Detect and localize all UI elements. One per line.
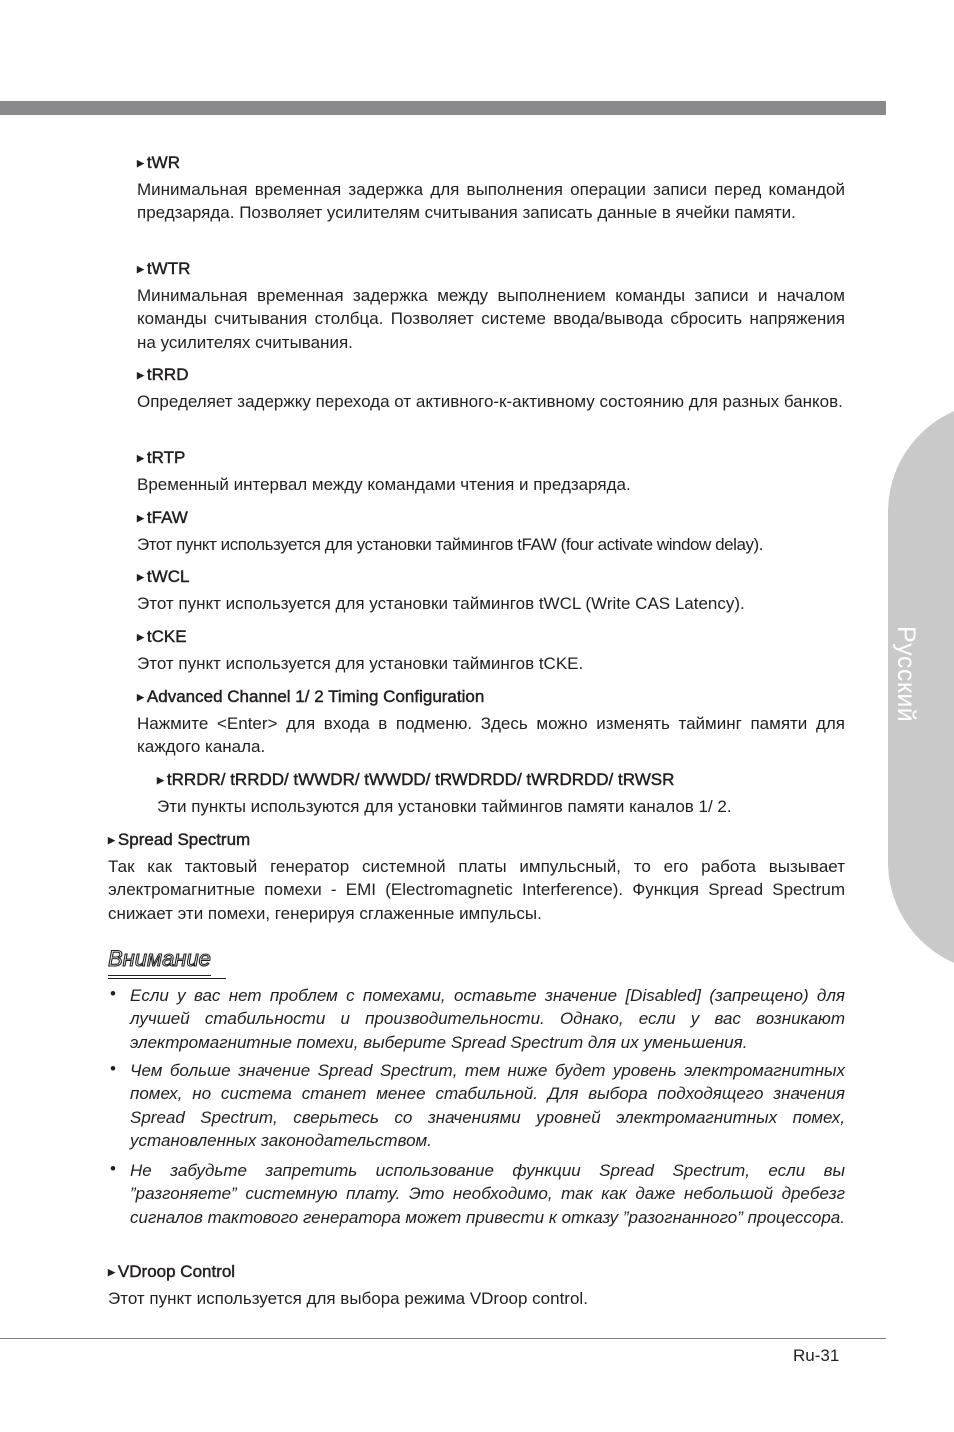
caution-item — [108, 984, 845, 1054]
arrow-icon: ▶ — [137, 632, 144, 642]
arrow-icon: ▶ — [137, 513, 144, 523]
caution-item — [108, 1159, 845, 1229]
section-spread-spectrum — [108, 830, 845, 925]
section-trrdr-group — [157, 770, 845, 818]
arrow-icon: ▶ — [137, 264, 144, 274]
bullet-icon: • — [110, 1159, 116, 1178]
caution-text: Чем больше значение Spread Spectrum, тем ниже будет уровень электромагнитных помех, но система станет менее стабильной. Для выбора подходящего значения Spread Spectrum, сверьтесь со значениями уровней электромагнитных помех, установленных законодательством. — [130, 1061, 845, 1150]
arrow-icon: ▶ — [157, 775, 164, 785]
bullet-icon: • — [110, 984, 116, 1003]
section-tfaw — [137, 508, 845, 556]
section-description: Этот пункт используется для установки таймингов tWCL (Write CAS Latency). — [137, 594, 745, 613]
section-description: Этот пункт используется для выбора режима VDroop control. — [108, 1289, 588, 1308]
section-description: Временный интервал между командами чтения и предзаряда. — [137, 475, 631, 494]
section-description: Минимальная временная задержка для выполнения операции записи перед командой предзаряда. Позволяет усилителям считывания записать данные в ячейки памяти. — [137, 180, 845, 223]
section-title: ▶ Advanced Channel 1/ 2 Timing Configuration — [137, 687, 485, 706]
section-twr — [137, 153, 845, 225]
section-description: Этот пункт используется для установки таймингов tFAW (four activate window delay). — [137, 535, 764, 554]
section-title: ▶ VDroop Control — [108, 1262, 236, 1281]
section-title: ▶ tCKE — [137, 627, 187, 646]
caution-heading — [108, 946, 226, 979]
section-description: Нажмите <Enter> для входа в подменю. Здесь можно изменять тайминг памяти для каждого канала. — [137, 714, 845, 757]
section-description: Минимальная временная задержка между выполнением команды записи и началом команды считывания столбца. Позволяет системе ввода/вывода сбросить напряжения на усилителях считывания. — [137, 286, 845, 352]
page-number: Ru-31 — [793, 1346, 840, 1365]
arrow-icon: ▶ — [137, 572, 144, 582]
arrow-icon: ▶ — [108, 1267, 115, 1277]
caution-item — [108, 1059, 845, 1152]
arrow-icon: ▶ — [137, 453, 144, 463]
arrow-icon: ▶ — [137, 158, 144, 168]
section-twtr — [137, 259, 845, 354]
section-description: Этот пункт используется для установки таймингов tCKE. — [137, 654, 584, 673]
section-title: ▶ tWCL — [137, 567, 190, 586]
header-bar — [0, 101, 886, 115]
section-trrd — [137, 365, 845, 413]
section-advanced-channel — [137, 687, 845, 759]
section-description: Эти пункты используются для установки таймингов памяти каналов 1/ 2. — [157, 797, 732, 816]
section-twcl — [137, 567, 845, 615]
section-title: ▶ tRTP — [137, 448, 186, 467]
section-title: ▶ tRRDR/ tRRDD/ tWWDR/ tWWDD/ tRWDRDD/ tWRDRDD/ tRWSR — [157, 770, 675, 789]
arrow-icon: ▶ — [108, 835, 115, 845]
section-title: ▶ tWTR — [137, 259, 191, 278]
caution-title: Внимание — [108, 946, 211, 976]
section-title: ▶ tFAW — [137, 508, 188, 527]
bullet-icon: • — [110, 1059, 116, 1078]
section-trtp — [137, 448, 845, 496]
section-vdroop-control — [108, 1262, 845, 1310]
caution-text: Если у вас нет проблем с помехами, оставьте значение [Disabled] (запрещено) для лучшей стабильности и производительности. Однако, если у вас возникают электромагнитные помехи, выберите Spread Spectrum для их уменьшения. — [130, 986, 845, 1052]
section-title: ▶ tRRD — [137, 365, 189, 384]
caution-text: Не забудьте запретить использование функции Spread Spectrum, если вы ”разгоняете” системную плату. Это необходимо, так как даже небольшой дребезг сигналов тактового генератора может привести к отказу ”разогнанного” процессора. — [130, 1161, 845, 1227]
caution-underline — [108, 978, 226, 979]
arrow-icon: ▶ — [137, 370, 144, 380]
arrow-icon: ▶ — [137, 692, 144, 702]
section-title: ▶ Spread Spectrum — [108, 830, 251, 849]
section-description: Определяет задержку перехода от активного-к-активному состоянию для разных банков. — [137, 392, 843, 411]
section-description: Так как тактовый генератор системной платы импульсный, то его работа вызывает электромагнитные помехи - EMI (Electromagnetic Interference). Функция Spread Spectrum снижает эти помехи, генерируя сглаженные импульсы. — [108, 857, 845, 923]
section-tcke — [137, 627, 845, 675]
section-title: ▶ tWR — [137, 153, 180, 172]
language-side-tab-label: Русский — [892, 626, 920, 723]
footer-rule — [0, 1338, 886, 1339]
